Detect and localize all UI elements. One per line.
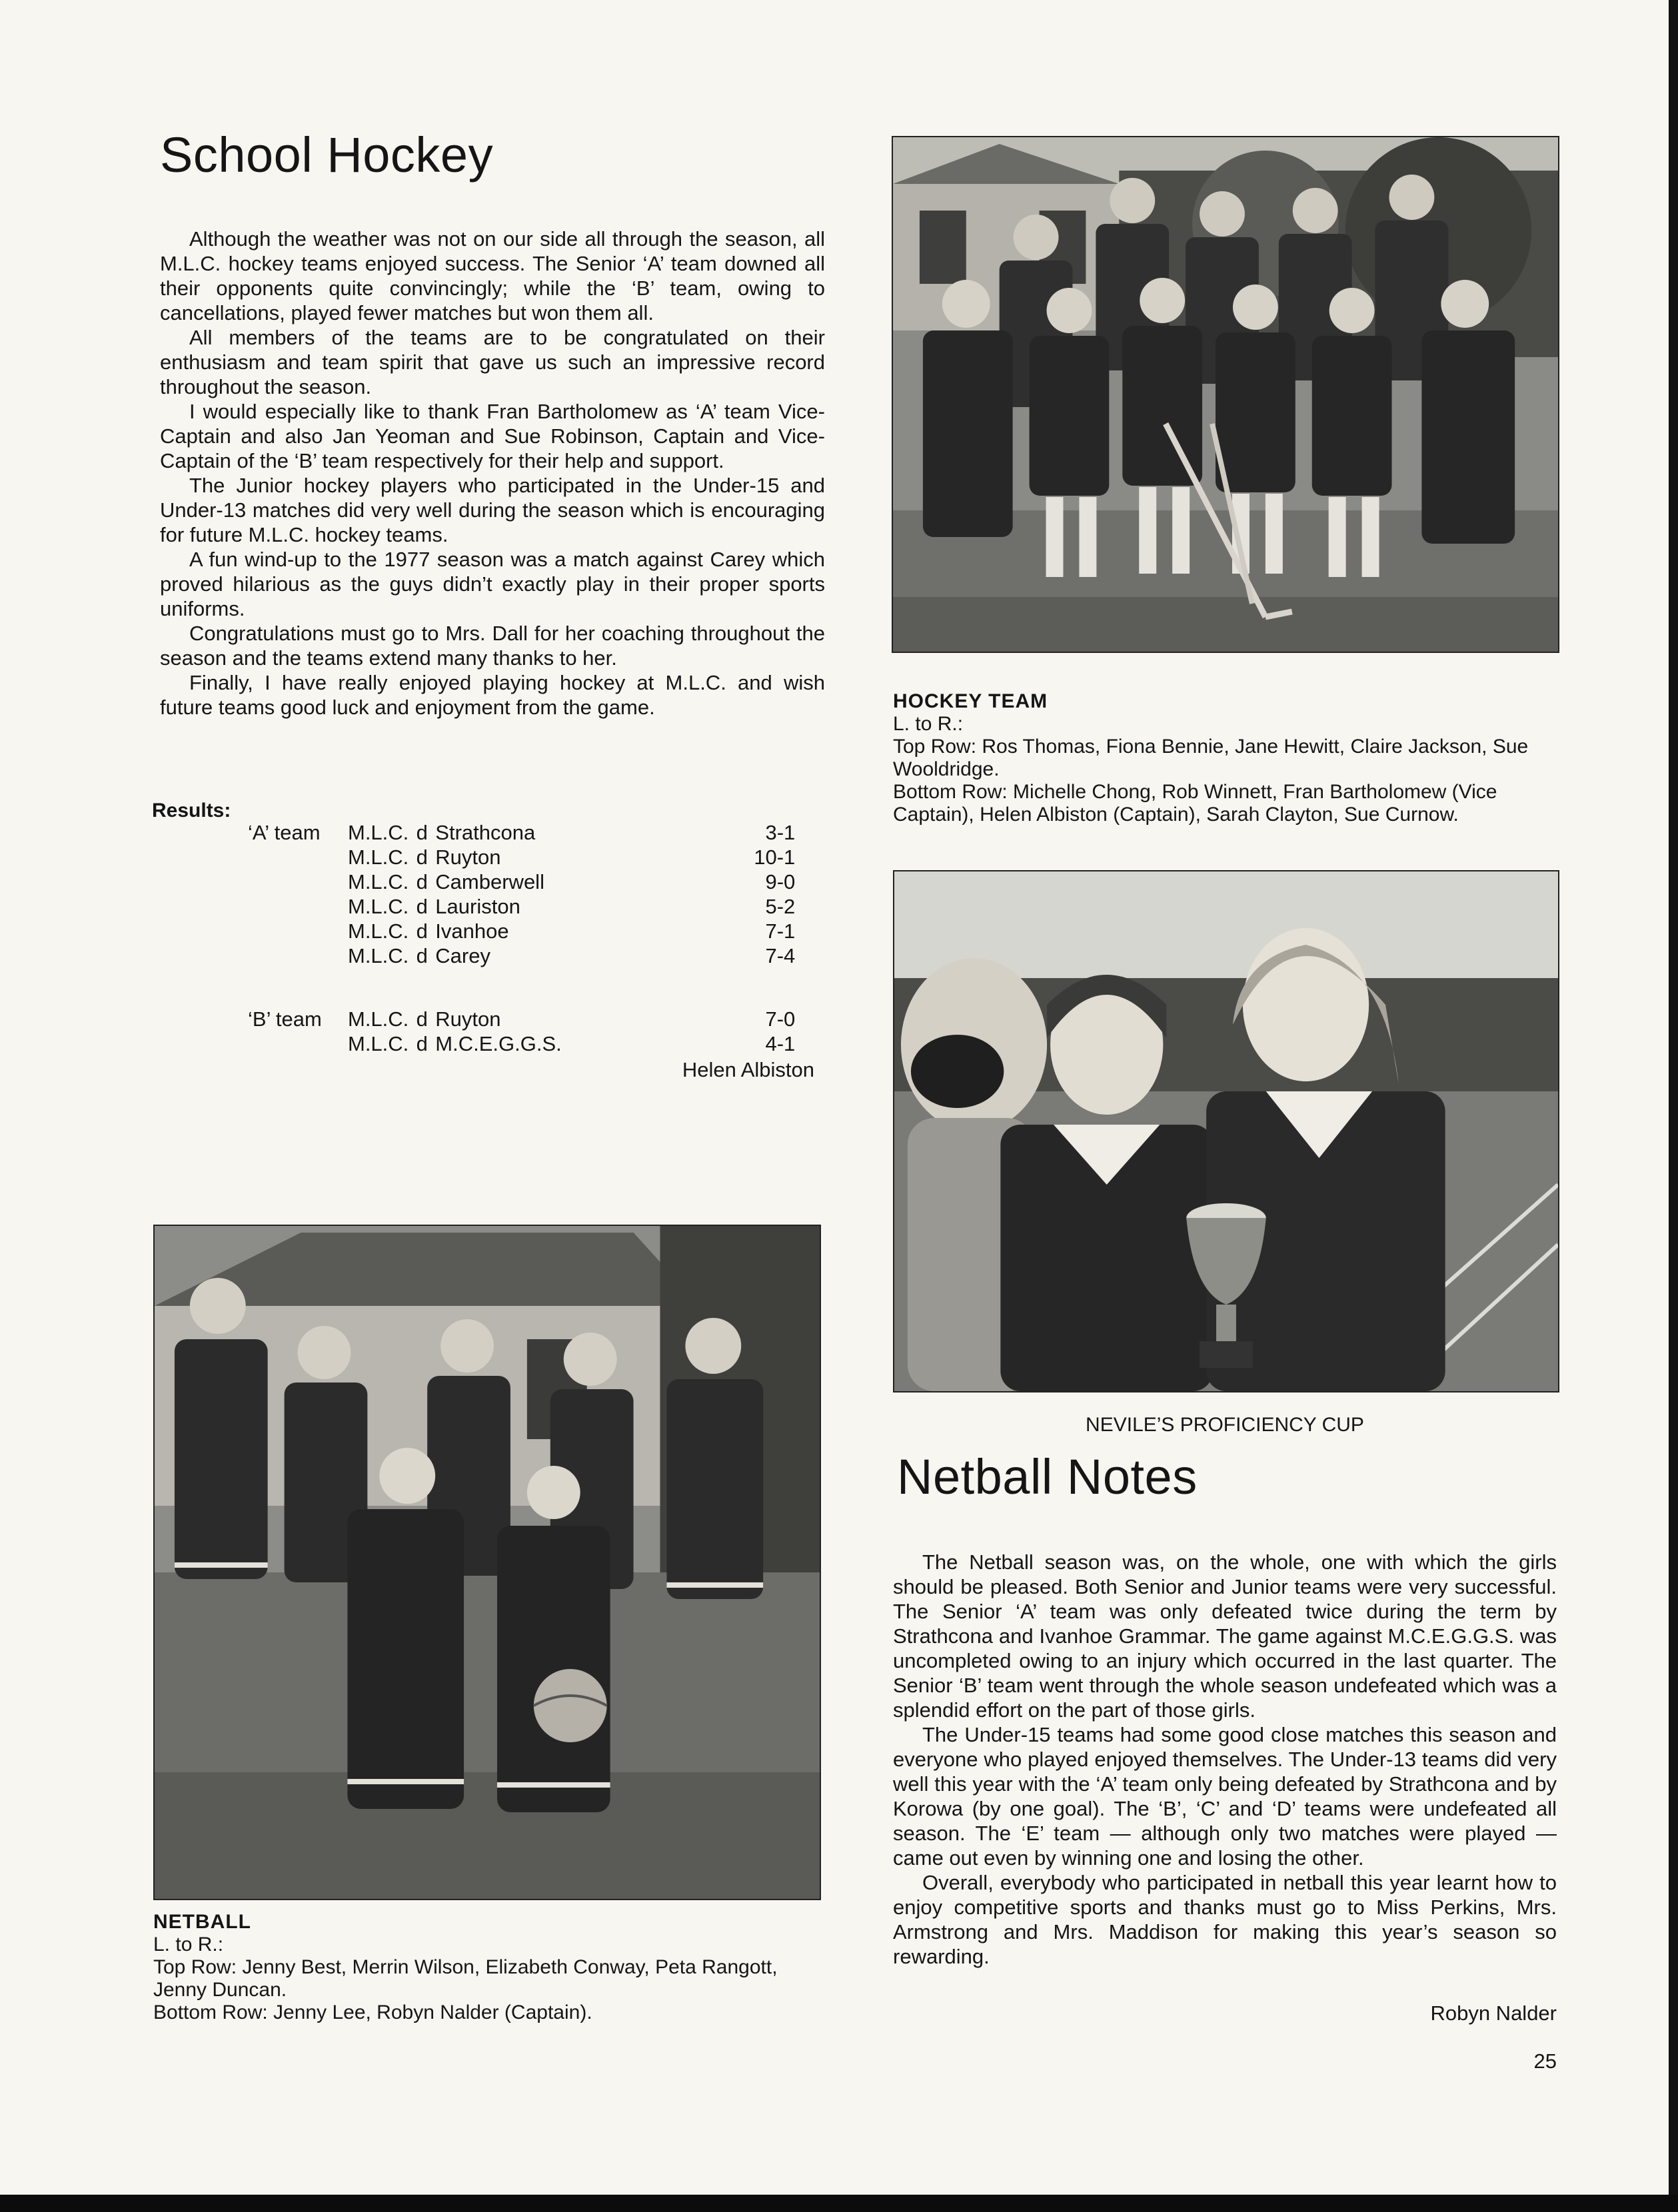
netball-caption-title: NETBALL (153, 1911, 251, 1933)
table-row (248, 1007, 795, 1032)
scan-bottom-edge (0, 2195, 1678, 2212)
hockey-paragraph: Congratulations must go to Mrs. Dall for her coaching throughout the season and the teams extend many thanks to her. (160, 622, 825, 670)
proficiency-cup-photo (893, 870, 1559, 1392)
hockey-title: School Hockey (160, 127, 494, 183)
caption-line: L. to R.: (153, 1934, 224, 1955)
table-row (248, 870, 795, 895)
score-cell: 4-1 (765, 1032, 796, 1055)
hockey-paragraph: I would especially like to thank Fran Bartholomew as ‘A’ team Vice-Captain and also Jan Yeoman and Sue Robinson, Captain and Vice-Captain of the ‘B’ team respectively for their help and support. (160, 400, 825, 472)
score-cell: 9-0 (765, 870, 796, 893)
opponent-cell: Strathcona (435, 821, 536, 844)
opponent-cell: Ruyton (435, 1007, 501, 1031)
score-cell: 7-4 (765, 944, 796, 967)
school-cell: M.L.C. (348, 870, 409, 893)
hockey-paragraph: All members of the teams are to be congratulated on their enthusiasm and team spirit that gave us such an impressive record throughout the season. (160, 326, 825, 398)
hockey-paragraph: A fun wind-up to the 1977 season was a match against Carey which proved hilarious as the guys didn’t exactly play in their proper sports uniforms. (160, 548, 825, 620)
netball-author: Robyn Nalder (1430, 2001, 1557, 2025)
b-team-label: ‘B’ team (248, 1007, 322, 1031)
opponent-cell: Lauriston (435, 895, 520, 918)
defeated-cell: d (416, 919, 428, 943)
defeated-cell: d (416, 845, 428, 869)
table-row (248, 845, 795, 870)
caption-line: Bottom Row: Jenny Lee, Robyn Nalder (Captain). (153, 2001, 592, 2023)
netball-title: Netball Notes (897, 1449, 1198, 1504)
netball-paragraph: The Netball season was, on the whole, one with which the girls should be pleased. Both Senior and Junior teams were very successful. The Senior ‘A’ team was only defeated twice during the term by Strathcona and Ivanhoe Grammar. The game against M.C.E.G.G.S. was uncompleted owing to an injury which occurred in the last quarter. The Senior ‘B’ team went through the whole season undefeated which was a splendid effort on the part of those girls. (893, 1550, 1557, 1722)
caption-line: L. to R.: (893, 713, 964, 735)
hockey-article (160, 227, 825, 720)
defeated-cell: d (416, 870, 428, 893)
school-cell: M.L.C. (348, 821, 409, 844)
page-number: 25 (1533, 2049, 1557, 2073)
school-cell: M.L.C. (348, 944, 409, 967)
hockey-paragraph: The Junior hockey players who participated in the Under-15 and Under-13 matches did very well during the season which is encouraging for future M.L.C. hockey teams. (160, 474, 825, 546)
school-cell: M.L.C. (348, 1007, 409, 1031)
table-row (248, 1032, 795, 1057)
score-cell: 5-2 (765, 895, 796, 918)
table-row (248, 944, 795, 969)
defeated-cell: d (416, 1007, 428, 1031)
school-cell: M.L.C. (348, 1032, 409, 1055)
results-label: Results: (152, 800, 231, 822)
proficiency-cup-caption: NEVILE’S PROFICIENCY CUP (1086, 1414, 1364, 1436)
netball-paragraph: Overall, everybody who participated in netball this year learnt how to enjoy competitive sports and thanks must go to Miss Perkins, Mrs. Armstrong and Mrs. Maddison for making this year’s season so rewarding. (893, 1871, 1557, 1968)
caption-line: Top Row: Jenny Best, Merrin Wilson, Elizabeth Conway, Peta Rangott, Jenny Duncan. (153, 1956, 778, 2001)
defeated-cell: d (416, 895, 428, 918)
opponent-cell: M.C.E.G.G.S. (435, 1032, 562, 1055)
opponent-cell: Camberwell (435, 870, 544, 893)
netball-caption (153, 1911, 818, 2024)
hockey-paragraph: Finally, I have really enjoyed playing hockey at M.L.C. and wish future teams good luck and enjoyment from the game. (160, 671, 825, 719)
defeated-cell: d (416, 821, 428, 844)
opponent-cell: Ivanhoe (435, 919, 509, 943)
score-cell: 7-1 (765, 919, 796, 943)
hockey-team-photo-graphic (893, 137, 1558, 652)
netball-team-photo (153, 1225, 821, 1900)
hockey-author: Helen Albiston (682, 1058, 814, 1081)
score-cell: 3-1 (765, 821, 796, 844)
hockey-team-photo (892, 136, 1559, 653)
netball-paragraph: The Under-15 teams had some good close matches this season and everyone who played enjoyed themselves. The Under-13 teams did very well this year with the ‘A’ team only being defeated by Strathcona and by Korowa (by one goal). The ‘B’, ‘C’ and ‘D’ teams were undefeated all season. The ‘E’ team — although only two matches were played — came out even by winning one and losing the other. (893, 1723, 1557, 1870)
proficiency-cup-photo-graphic (894, 871, 1558, 1391)
caption-line: Top Row: Ros Thomas, Fiona Bennie, Jane Hewitt, Claire Jackson, Sue Wooldridge. (893, 736, 1529, 780)
table-row (248, 895, 795, 919)
scan-edge (1669, 0, 1678, 2212)
score-cell: 10-1 (754, 845, 796, 869)
netball-team-photo-graphic (155, 1226, 820, 1899)
hockey-paragraph: Although the weather was not on our side all through the season, all M.L.C. hockey teams enjoyed success. The Senior ‘A’ team downed all their opponents quite convincingly; while the ‘B’ team, owing to cancellations, played fewer matches but won them all. (160, 227, 825, 324)
score-cell: 7-0 (765, 1007, 796, 1031)
a-team-label: ‘A’ team (248, 821, 321, 844)
school-cell: M.L.C. (348, 845, 409, 869)
defeated-cell: d (416, 944, 428, 967)
b-team-results-table (248, 1007, 795, 1057)
school-cell: M.L.C. (348, 895, 409, 918)
table-row (248, 821, 795, 845)
opponent-cell: Carey (435, 944, 490, 967)
hockey-caption-title: HOCKEY TEAM (893, 690, 1048, 712)
school-cell: M.L.C. (348, 919, 409, 943)
a-team-results-table (248, 821, 795, 969)
netball-article (893, 1550, 1557, 1969)
opponent-cell: Ruyton (435, 845, 501, 869)
table-row (248, 919, 795, 944)
defeated-cell: d (416, 1032, 428, 1055)
caption-line: Bottom Row: Michelle Chong, Rob Winnett, Fran Bartholomew (Vice Captain), Helen Albiston (Captain), Sarah Clayton, Sue Curnow. (893, 781, 1497, 826)
hockey-caption (893, 690, 1557, 826)
